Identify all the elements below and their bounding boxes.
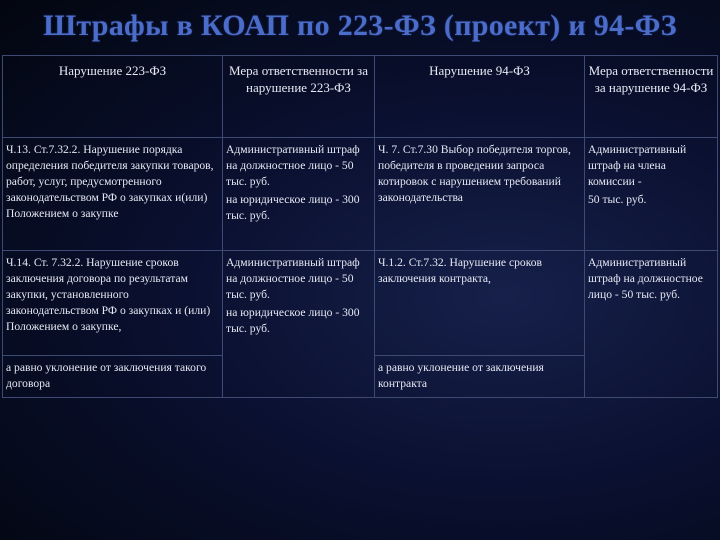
violation-94-cell: Ч. 7. Ст.7.30 Выбор победителя торгов, победителя в проведении запроса котировок с нарушением требований законодательства	[375, 138, 585, 251]
violation-223-continuation: а равно уклонение от заключения такого договора	[3, 356, 223, 398]
penalty-94-cell	[585, 138, 718, 251]
penalty-legal-entity-text: на юридическое лицо - 300 тыс. руб.	[226, 306, 360, 335]
violation-94-cell: Ч.1.2. Ст.7.32. Нарушение сроков заключения контракта,	[375, 251, 585, 356]
fines-table	[2, 55, 718, 398]
header-violation-94: Нарушение 94-ФЗ	[375, 56, 585, 138]
slide-title: Штрафы в КОАП по 223-ФЗ (проект) и 94-ФЗ	[43, 9, 677, 42]
table-header-row	[3, 56, 718, 138]
header-penalty-94: Мера ответственности за нарушение 94-ФЗ	[585, 56, 718, 138]
penalty-commission-text: Административный штраф на члена комиссии -	[588, 143, 687, 188]
penalty-94-cell: Административный штраф на должностное лицо - 50 тыс. руб.	[585, 251, 718, 398]
header-penalty-223: Мера ответственности за нарушение 223-ФЗ	[223, 56, 375, 138]
penalty-legal-entity-text: на юридическое лицо - 300 тыс. руб.	[226, 193, 360, 222]
header-violation-223: Нарушение 223-ФЗ	[3, 56, 223, 138]
violation-223-cell: Ч.14. Ст. 7.32.2. Нарушение сроков заключения договора по результатам закупки, установленного законодательством РФ о закупках и (или) Положением о закупке,	[3, 251, 223, 356]
penalty-official-text: Административный штраф на должностное лицо - 50 тыс. руб.	[226, 143, 360, 188]
table-row	[3, 138, 718, 251]
penalty-official-text: Административный штраф на должностное лицо - 50 тыс. руб.	[226, 256, 360, 301]
violation-94-continuation: а равно уклонение от заключения контракта	[375, 356, 585, 398]
penalty-223-cell	[223, 251, 375, 398]
table-row	[3, 251, 718, 356]
penalty-amount-text: 50 тыс. руб.	[588, 193, 647, 206]
violation-223-cell: Ч.13. Ст.7.32.2. Нарушение порядка определения победителя закупки товаров, работ, услуг, предусмотренного законодательством РФ о закупках и(или) Положением о закупке	[3, 138, 223, 251]
penalty-223-cell	[223, 138, 375, 251]
